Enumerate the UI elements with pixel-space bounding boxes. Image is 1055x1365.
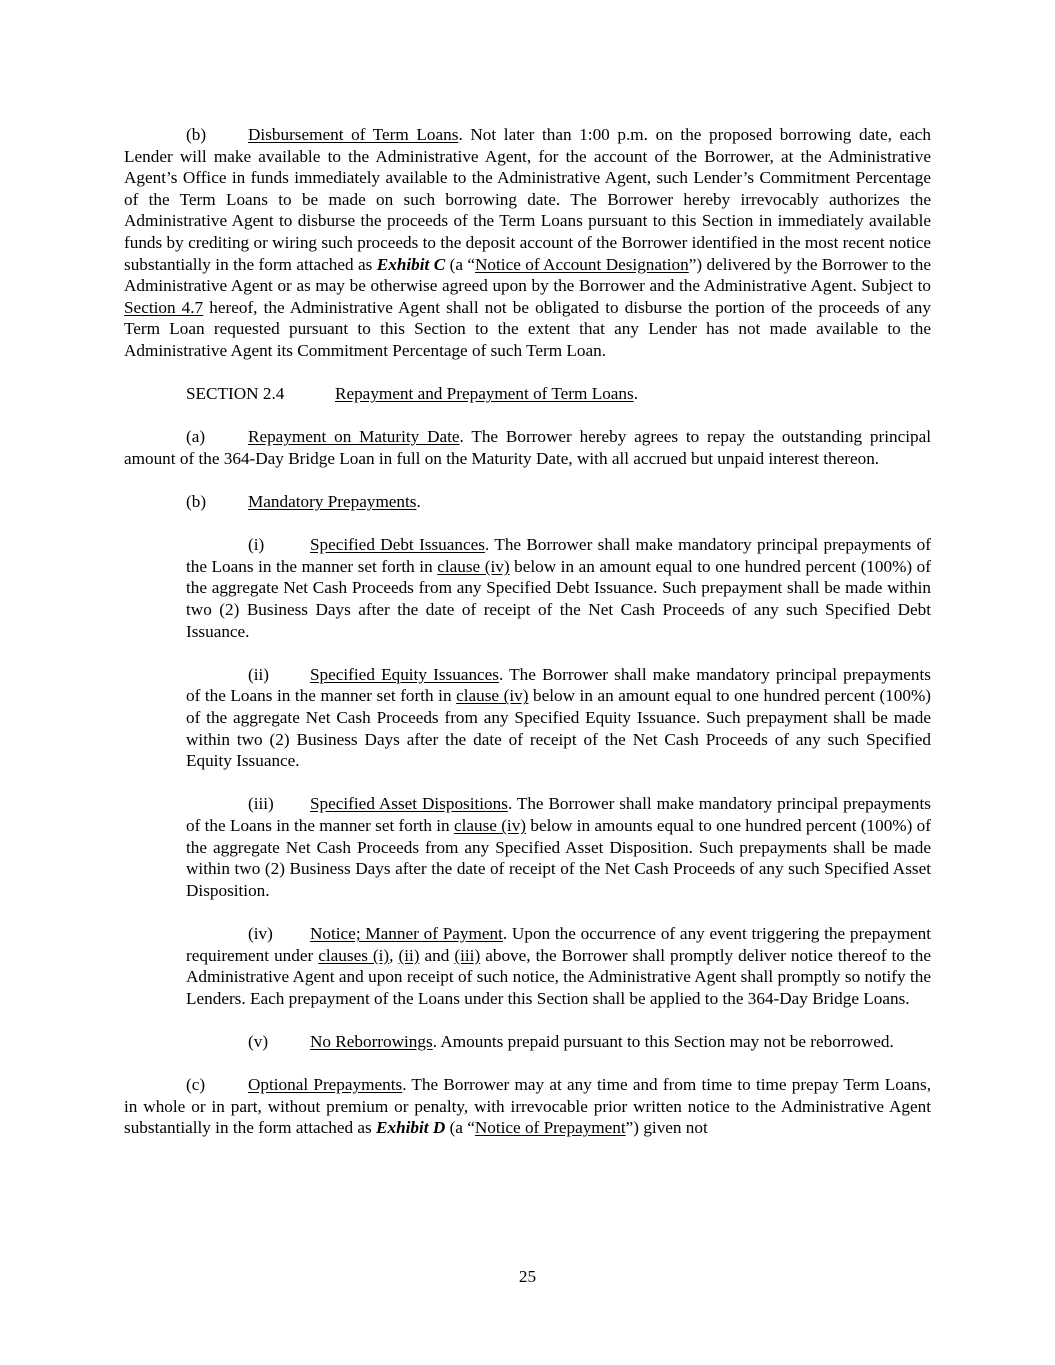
section-heading — [124, 383, 931, 405]
paragraph-text: . The Borrower hereby agrees to repay the outstanding principal amount of the 364-Day Bridge Loan in full on the Maturity Date, with all accrued but unpaid interest thereon. — [124, 427, 931, 468]
subparagraph-text: . The Borrower shall make mandatory principal prepayments of the Loans in the manner set forth in — [186, 535, 931, 576]
clause-reference: clause (iv) — [453, 816, 527, 835]
subparagraph-ii — [186, 664, 931, 772]
paragraph-label: (b) — [186, 492, 207, 512]
subparagraph-heading: Specified Asset Dispositions — [310, 794, 508, 814]
subparagraph-text: . The Borrower shall make mandatory principal prepayments of the Loans in the manner set forth in — [186, 664, 931, 706]
subparagraph-text: . Amounts prepaid pursuant to this Section may not be reborrowed. — [432, 1031, 894, 1051]
clause-reference: (iii) — [454, 945, 481, 965]
paragraph-text: (a “ — [445, 254, 476, 274]
subparagraph-heading: Specified Equity Issuances — [310, 664, 499, 684]
paragraph-text: hereof, the Administrative Agent shall not be obligated to disburse the portion of the proceeds of any Term Loan requested pursuant to this Section to the extent that any Lender has not made available to the Administrative Agent its Commitment Percentage of such Term Loan. — [124, 297, 931, 360]
subparagraph-heading: No Reborrowings — [310, 1031, 433, 1051]
subparagraph-v — [186, 1031, 931, 1053]
section-reference: Section 4.7 — [124, 297, 204, 317]
subparagraph-label: (iv) — [248, 923, 273, 943]
paragraph-b-mandatory — [124, 491, 931, 513]
separator-text: and — [419, 945, 455, 965]
subparagraph-text: below in amounts equal to one hundred percent (100%) of the aggregate Net Cash Proceeds from any Specified Asset Disposition. Such prepayments shall be made within two (2) Business Days after the date of receipt of the Net Cash Proceeds of any such Specified Asset Disposition. — [186, 816, 931, 900]
paragraph-heading: Mandatory Prepayments — [248, 492, 417, 512]
paragraph-text: . — [416, 492, 421, 512]
defined-term: Notice of Account Designation — [475, 254, 689, 274]
paragraph-label: (a) — [186, 427, 206, 447]
subparagraph-text: above, the Borrower shall promptly deliver notice thereof to the Administrative Agent and upon receipt of such notice, the Administrative Agent shall promptly so notify the Lenders. Each prepayment of the Loans under this Section shall be applied to the 364-Day Bridge Loans. — [186, 945, 932, 1008]
page-number: 25 — [518, 1267, 537, 1286]
paragraph-text: ”) given not — [625, 1118, 708, 1138]
paragraph-c-optional — [124, 1074, 931, 1139]
exhibit-reference: Exhibit D — [376, 1118, 446, 1138]
defined-term: Notice of Prepayment — [474, 1118, 626, 1138]
paragraph-heading: Disbursement of Term Loans — [248, 125, 459, 144]
subparagraph-text: below in an amount equal to one hundred percent (100%) of the aggregate Net Cash Proceeds from any Specified Equity Issuance. Such prepayment shall be made within two (2) Business Days after the date of receipt of the Net Cash Proceeds of any such Specified Equity Issuance. — [186, 686, 931, 771]
paragraph-label: (b) — [186, 125, 207, 144]
paragraph-text: . The Borrower may at any time and from time to time prepay Term Loans, in whole or in part, without premium or penalty, with irrevocable prior written notice to the Administrative Agent substantially in the form attached as — [124, 1075, 931, 1138]
clause-reference: clauses (i) — [318, 945, 390, 965]
paragraph-text: (a “ — [445, 1118, 475, 1138]
subparagraph-iii — [186, 793, 931, 901]
subparagraph-label: (ii) — [248, 664, 269, 684]
paragraph-text: . Not later than 1:00 p.m. on the proposed borrowing date, each Lender will make available to the Administrative Agent, for the account of the Borrower, at the Administrative Agent’s Office in funds immediately available to the Administrative Agent, such Lender’s Commitment Percentage of the Term Loans to be made on such borrowing date. The Borrower hereby irrevocably authorizes the Administrative Agent to disburse the proceeds of the Term Loans pursuant to this Section in immediately available funds by crediting or wiring such proceeds to the deposit account of the Borrower identified in the most recent notice substantially in the form attached as — [124, 125, 931, 274]
subparagraph-iv — [186, 923, 931, 1009]
paragraph-label: (c) — [186, 1075, 206, 1095]
subparagraph-label: (iii) — [248, 794, 274, 814]
separator-text: , — [389, 945, 399, 965]
subparagraph-text: . The Borrower shall make mandatory principal prepayments of the Loans in the manner set forth in — [186, 794, 931, 835]
subparagraph-heading: Notice; Manner of Payment — [310, 923, 503, 943]
subparagraph-text: below in an amount equal to one hundred percent (100%) of the aggregate Net Cash Proceeds from any Specified Debt Issuance. Such prepayment shall be made within two (2) Business Days after the date of receipt of the Net Cash Proceeds of any such Specified Debt Issuance. — [186, 556, 932, 641]
exhibit-reference: Exhibit C — [376, 254, 446, 274]
section-title: Repayment and Prepayment of Term Loans — [335, 384, 634, 404]
clause-reference: clause (iv) — [437, 556, 510, 576]
subparagraph-heading: Specified Debt Issuances — [310, 535, 485, 555]
paragraph-b-disbursement — [124, 124, 931, 362]
paragraph-heading: Optional Prepayments — [248, 1075, 403, 1095]
clause-reference: (ii) — [398, 945, 420, 965]
paragraph-heading: Repayment on Maturity Date — [248, 427, 460, 447]
clause-reference: clause (iv) — [456, 686, 529, 706]
section-number: SECTION 2.4 — [186, 384, 285, 404]
paragraph-a-repayment — [124, 426, 931, 469]
subparagraph-label: (v) — [248, 1031, 269, 1051]
subparagraph-label: (i) — [248, 535, 265, 555]
section-title-end: . — [633, 384, 638, 404]
paragraph-text: ”) delivered by the Borrower to the Administrative Agent or as may be otherwise agreed upon by the Borrower and the Administrative Agent. Subject to — [124, 254, 931, 296]
document-page — [124, 124, 931, 1139]
subparagraph-text: . Upon the occurrence of any event triggering the prepayment requirement under — [186, 923, 931, 965]
subparagraph-i — [186, 534, 931, 642]
